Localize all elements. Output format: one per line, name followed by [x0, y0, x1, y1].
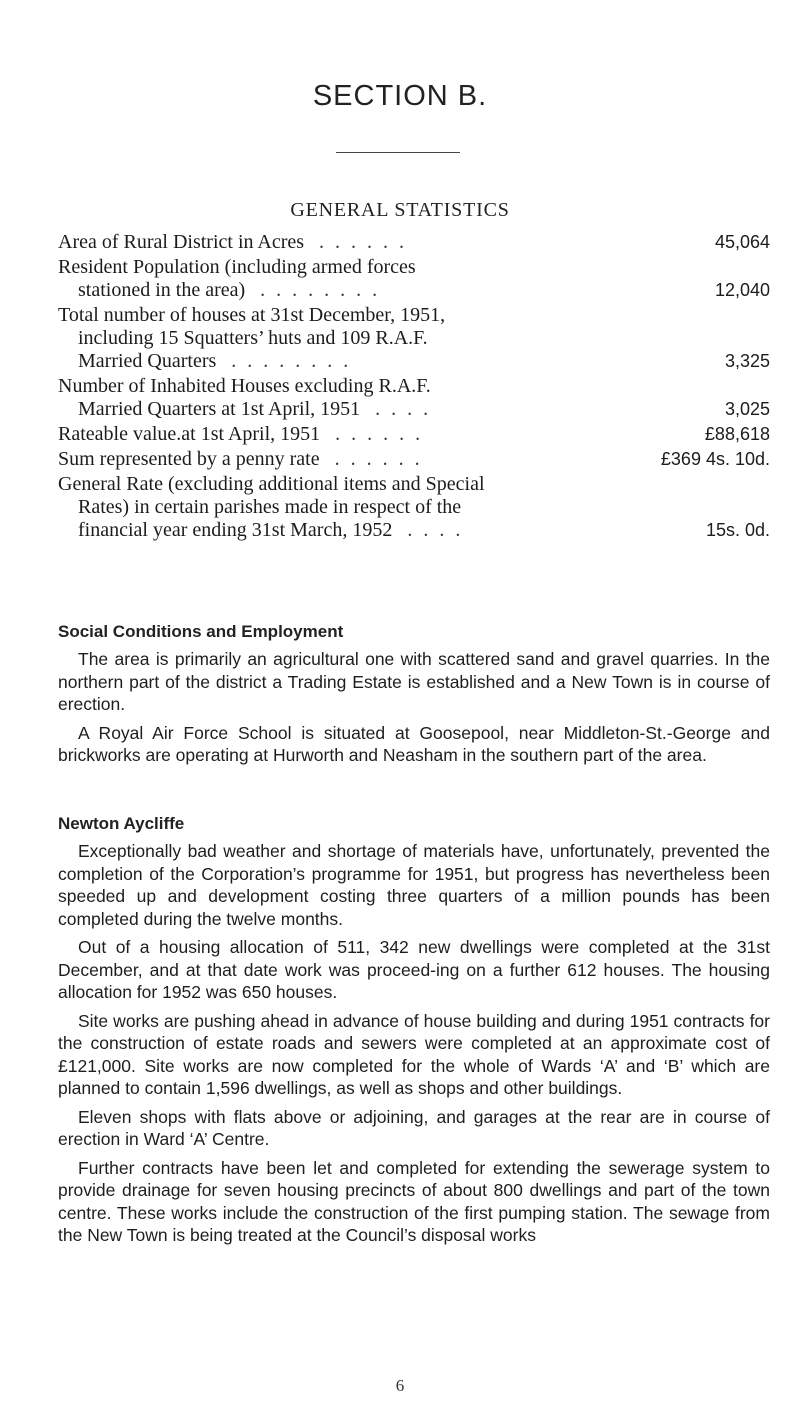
stat-value: 3,325 [724, 351, 770, 371]
stat-label-text: Sum represented by a penny rate [58, 448, 320, 470]
stat-label [58, 473, 618, 542]
stat-label-line: Rates) in certain parishes made in respect of the [78, 496, 462, 518]
leader-dots: . . . . . . [319, 231, 408, 253]
newton-aycliffe-heading: Newton Aycliffe [58, 814, 185, 833]
stat-label-line: Number of Inhabited Houses excluding R.A.F. [58, 375, 431, 397]
stat-row [58, 304, 770, 373]
stat-label [58, 304, 618, 373]
stat-label-text: Married Quarters [78, 350, 217, 372]
stat-label-text: financial year ending 31st March, 1952 [78, 519, 393, 541]
general-statistics-title: GENERAL STATISTICS [290, 199, 510, 221]
stat-label [58, 231, 618, 254]
social-conditions-section [58, 622, 770, 773]
stat-value: 15s. 0d. [705, 520, 770, 540]
leader-dots: . . . . [375, 398, 432, 420]
leader-dots: . . . . . . . . [260, 279, 381, 301]
newton-aycliffe-section [58, 814, 770, 1253]
stat-label [58, 375, 618, 421]
stat-row [58, 473, 770, 542]
stat-label-line: Resident Population (including armed forces [58, 256, 416, 278]
stat-label-line [58, 231, 618, 254]
stat-value: 45,064 [714, 232, 770, 252]
stat-label [58, 423, 618, 446]
stat-label-line: General Rate (excluding additional items and Special [58, 473, 485, 495]
divider-rule [336, 152, 460, 153]
stat-label [58, 448, 618, 471]
stat-row [58, 231, 770, 254]
stat-value: £88,618 [704, 424, 770, 444]
leader-dots: . . . . . . [335, 423, 424, 445]
newton-paragraph: Site works are pushing ahead in advance of house building and during 1951 contracts for the construction of estate roads and sewers were completed at an approximate cost of £121,000. Site works are now completed for the whole of Wards ‘A’ and ‘B’ which are planned to contain 1,596 dwellings, as well as shops and other buildings. [58, 1010, 770, 1098]
leader-dots: . . . . . . [334, 448, 423, 470]
stat-label-line [58, 350, 618, 373]
section-title: SECTION B. [312, 80, 488, 112]
stat-value: £369 4s. 10d. [660, 449, 770, 469]
stat-label-line: Total number of houses at 31st December, 1951, [58, 304, 446, 326]
stat-label-text: Rateable value.at 1st April, 1951 [58, 423, 321, 445]
stat-row [58, 256, 770, 302]
statistics-table [58, 231, 770, 544]
stat-row [58, 423, 770, 446]
stat-label-text: Area of Rural District in Acres [58, 231, 305, 253]
stat-label [58, 256, 618, 302]
stat-label-line: including 15 Squatters’ huts and 109 R.A.F. [78, 327, 428, 349]
stat-label-line [58, 398, 618, 421]
social-conditions-heading: Social Conditions and Employment [58, 622, 344, 641]
leader-dots: . . . . . . . . [231, 350, 352, 372]
social-paragraph: The area is primarily an agricultural one with scattered sand and gravel quarries. In the northern part of the district a Trading Estate is established and a New Town is in course of erection. [58, 649, 770, 714]
newton-paragraph: Exceptionally bad weather and shortage of materials have, unfortunately, prevented the completion of the Corporation’s programme for 1951, but progress has nevertheless been speeded up and development costing three quarters of a million pounds has been completed during the twelve months. [58, 841, 770, 929]
stat-row [58, 375, 770, 421]
stat-label-text: Married Quarters at 1st April, 1951 [78, 398, 361, 420]
newton-paragraph: Eleven shops with flats above or adjoining, and garages at the rear are in course of erection in Ward ‘A’ Centre. [58, 1106, 770, 1149]
newton-paragraph: Further contracts have been let and completed for extending the sewerage system to provide drainage for seven housing precincts of about 800 dwellings and part of the town centre. These works include the construction of the first pumping station. The sewage from the New Town is being treated at the Council’s disposal works [58, 1157, 770, 1245]
newton-paragraph: Out of a housing allocation of 511, 342 new dwellings were completed at the 31st December, and at that date work was proceed-ing on a further 612 houses. The housing allocation for 1952 was 650 houses. [58, 937, 770, 1002]
stat-row [58, 448, 770, 471]
stat-label-line [58, 448, 618, 471]
stat-label-line [58, 279, 618, 302]
stat-value: 12,040 [714, 280, 770, 300]
leader-dots: . . . . [407, 519, 464, 541]
stat-label-line [58, 519, 618, 542]
stat-label-line [58, 423, 618, 446]
page-number: 6 [395, 1376, 405, 1395]
stat-value: 3,025 [724, 399, 770, 419]
social-paragraph: A Royal Air Force School is situated at Goosepool, near Middleton-St.-George and brickworks are operating at Hurworth and Neasham in the southern part of the area. [58, 722, 770, 765]
stat-label-text: stationed in the area) [78, 279, 246, 301]
